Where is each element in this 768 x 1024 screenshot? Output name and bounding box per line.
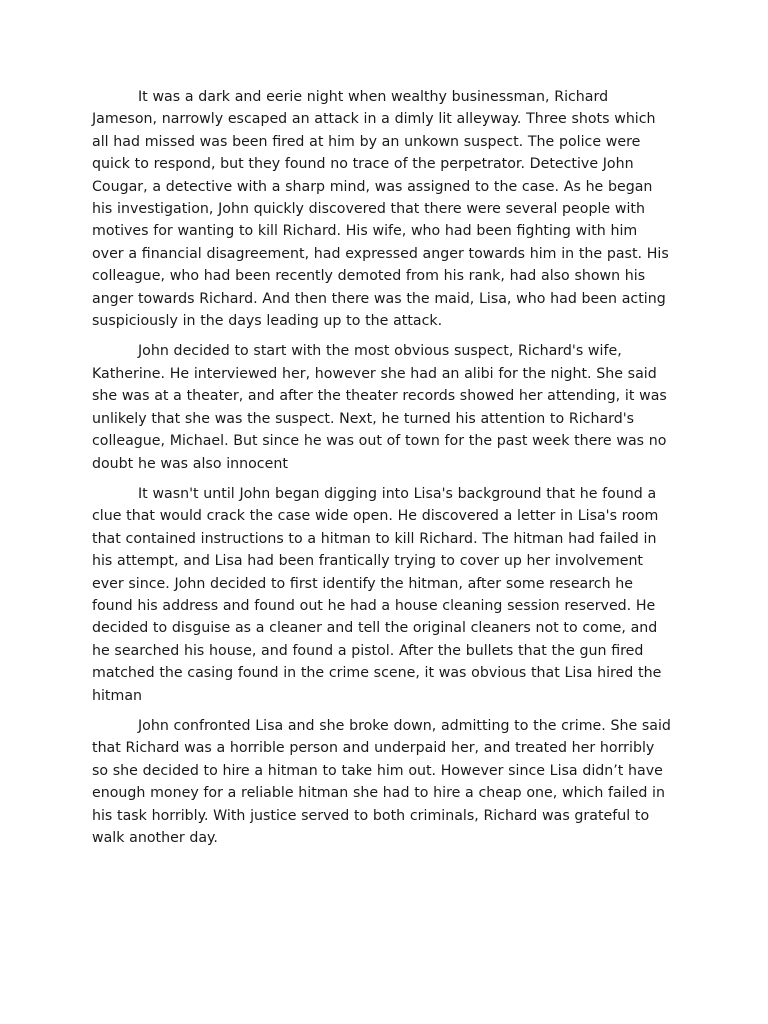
paragraph-1: It was a dark and eerie night when wealthy businessman, Richard Jameson, narrowly escaped an attack in a dimly lit alleyway. Three shots which all had missed was been fired at him by an unkown suspect. The police were quick to respond, but they found no trace of the perpetrator. Detective John Cougar, a detective with a sharp mind, was assigned to the case. As he began his investigation, John quickly discovered that there were several people with motives for wanting to kill Richard. His wife, who had been fighting with him over a financial disagreement, had expressed anger towards him in the past. His colleague, who had been recently demoted from his rank, had also shown his anger towards Richard. And then there was the maid, Lisa, who had been acting suspiciously in the days leading up to the attack.	[92, 89, 669, 330]
document-page	[92, 86, 672, 857]
paragraph-4: John confronted Lisa and she broke down, admitting to the crime. She said that Richard was a horrible person and underpaid her, and treated her horribly so she decided to hire a hitman to take him out. However since Lisa didn’t have enough money for a reliable hitman she had to hire a cheap one, which failed in his task horribly. With justice served to both criminals, Richard was grateful to walk another day.	[92, 717, 671, 846]
paragraph-3: It wasn't until John began digging into Lisa's background that he found a clue that would crack the case wide open. He discovered a letter in Lisa's room that contained instructions to a hitman to kill Richard. The hitman had failed in his attempt, and Lisa had been frantically trying to cover up her involvement ever since. John decided to first identify the hitman, after some research he found his address and found out he had a house cleaning session reserved. He decided to disguise as a cleaner and tell the original cleaners not to come, and he searched his house, and found a pistol. After the bullets that the gun fired matched the casing found in the crime scene, it was obvious that Lisa hired the hitman	[92, 485, 662, 704]
paragraph-2: John decided to start with the most obvious suspect, Richard's wife, Katherine. He interviewed her, however she had an alibi for the night. She said she was at a theater, and after the theater records showed her attending, it was unlikely that she was the suspect. Next, he turned his attention to Richard's colleague, Michael. But since he was out of town for the past week there was no doubt he was also innocent	[92, 343, 667, 472]
